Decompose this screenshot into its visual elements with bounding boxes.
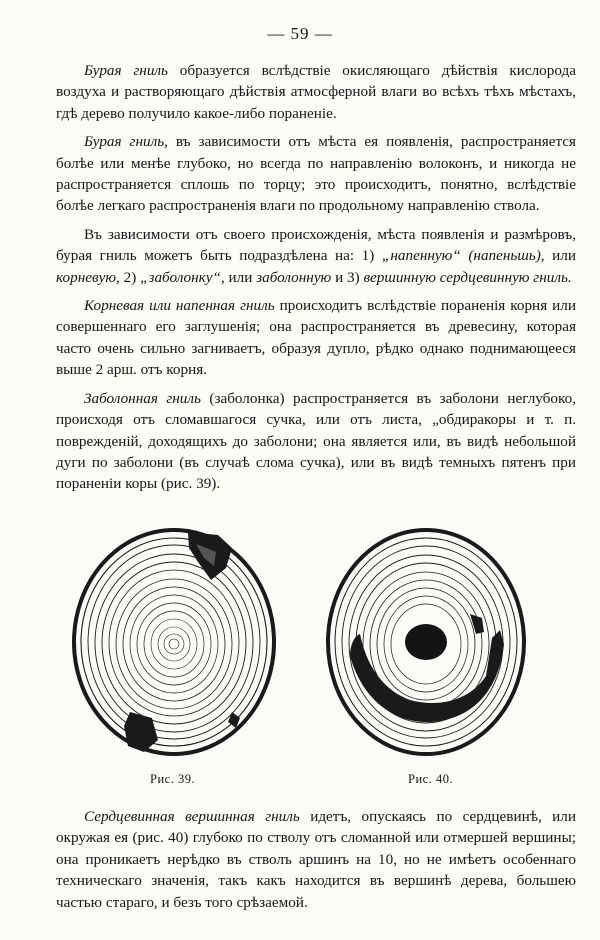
- paragraph-text: и 3): [331, 268, 364, 286]
- paragraph-text: 2): [119, 268, 141, 286]
- paragraph-text: , или: [540, 247, 576, 265]
- paragraph-text: образуется вслѣдствіе окисляющаго дѣйствія кислорода воздуха и растворяющаго дѣйствія атмосферной влаги во всѣхъ тѣхъ мѣстахъ, гдѣ дерево получило какое-либо пораненіе.: [56, 62, 576, 122]
- term-brown-rot: Бурая гниль,: [84, 133, 168, 151]
- term-root-rot: корневую,: [56, 268, 120, 286]
- paragraph-text: (заболонка) распространяется въ заболони неглубоко, происходя отъ сломавшагося сучка, или отъ листа, „обдиракоры и т. п. поврежденій, доходящихъ до заболони; она является или, въ видѣ небольшой дуги по заболони (въ случаѣ слома сучка), или въ видѣ темныхъ пятенъ при пораненіи коры (рис. 39).: [56, 389, 576, 493]
- log-cross-section-sapwood-rot-illustration: [68, 522, 280, 762]
- figure-caption-40: Рис. 40.: [408, 772, 454, 786]
- term-brown-rot: Бурая гниль: [84, 62, 168, 79]
- term-sapwood-rot-alt: заболонную: [256, 268, 332, 286]
- figure-39: [68, 522, 280, 762]
- figure-40: [320, 522, 532, 762]
- paragraph-brown-rot-spread: [56, 131, 576, 217]
- paragraph-root-rot: [56, 295, 576, 381]
- log-cross-section-heart-rot-illustration: [320, 522, 532, 762]
- page-number: — 59 —: [267, 24, 333, 43]
- paragraph-text: Въ зависимости отъ своего происхожденія, мѣста появленія и размѣровъ, бурая гниль можетъ быть подраздѣлена на: 1): [56, 225, 576, 265]
- paragraph-text: происходитъ вслѣдствіе пораненія корня или совершеннаго его заглушенія; она распространяется въ древесину, которая часто очень сильно загниваетъ, образуя дупло, рѣдко однако поднимающееся выше 2 арш. отъ корня.: [56, 297, 576, 379]
- paragraph-text: , или: [220, 268, 257, 286]
- term-root-rot: Корневая или напенная гниль: [84, 297, 275, 315]
- term-stump-rot: „напенную“ (напеньшь): [381, 247, 541, 265]
- figures-row: [0, 522, 600, 792]
- term-heart-rot: вершинную сердцевинную гниль.: [363, 268, 572, 286]
- paragraph-text: въ зависимости отъ мѣста ея появленія, распространяется болѣе или менѣе глубоко, но всегда по направленію волоконъ, и никогда не распространяется сплошь по торцу; это происходитъ, понятно, вслѣдствіе болѣе легкаго распространенія влаги по продольному направленію ствола.: [56, 133, 576, 215]
- paragraph-text: идетъ, опускаясь по сердцевинѣ, или окружая ея (рис. 40) глубоко по стволу отъ сломанной или отмершей вершины; она проникаетъ нерѣдко въ стволъ аршинъ на 10, но не имѣетъ особеннаго техническаго значенія, такъ какъ находится въ вершинѣ дерева, большею частью стараго, и безъ того срѣзаемой.: [56, 808, 577, 911]
- paragraph-rot-classification: [56, 224, 576, 288]
- top-text-block: [56, 60, 576, 502]
- bottom-text-block: [56, 806, 576, 920]
- term-sapwood-rot: Заболонная гниль: [84, 389, 201, 407]
- paragraph-brown-rot-origin: [56, 60, 576, 124]
- term-heart-rot: Сердцевинная вершинная гниль: [84, 808, 300, 825]
- figure-caption-39: Рис. 39.: [150, 772, 196, 786]
- paragraph-sapwood-rot: [56, 388, 576, 495]
- paragraph-heart-rot: [56, 806, 576, 913]
- term-sapwood-rot: „заболонку“: [140, 268, 221, 286]
